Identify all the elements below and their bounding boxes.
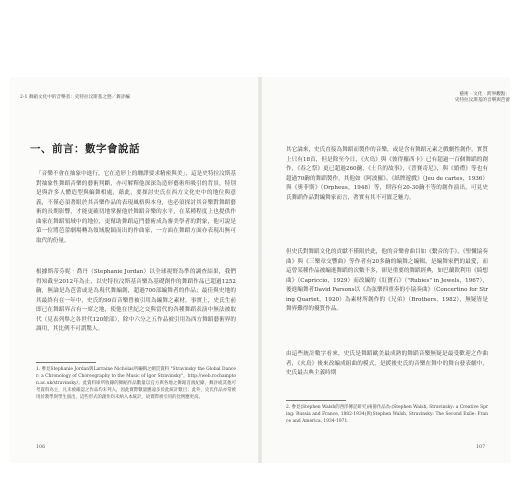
right-paragraph-3: 由這些統計數字看來，史氏是舞蹈歐美最成熟的舞蹈音樂無疑是最受歡迎之作曲者，《火鳥》後來改編成組曲的模式，是緩後史氏的音樂在舞中的舞台發表劇中，史氏最古典主義時期 bbox=[286, 351, 488, 376]
right-paragraph-1: 其它論來，史氏直接為舞蹈而製作的音樂，或是含有舞蹈元素之戲劇性創作，實質上只有18首，但是除至今日，《火鳥》與《彼得羅西卡》已有超過一百個舞蹈的創作，《春之祭》更已超過260齣，《士兵的故事》，《普賽奇尼》，與《婚禮》等也有超過70齣的舞蹈製作，其他如《阿波羅》、《紙牌遊戲》（Jeu de cartes，1936）與《奧菲斯》（Orpheus，1948）等，則容有20-30齣不等的創作演出，可見史氏舞蹈作品對編舞家而言，著實有其不可匱乏魅力。 bbox=[286, 147, 488, 201]
left-footnote-rule bbox=[36, 362, 96, 363]
left-paragraph-1: 「音樂不會在抽象中進行，它在造形上的纏譯要求精密與美」，這是史特拉汶斯基對抽象性舞蹈音樂的藝術判斷，亦可解釋他深深為造形藝術所吸引的背景，特別是與許多人體造型與編舞相處，藉此，要探討史氏在西方文化史中的地位與意義，不僅必須著眼於其音樂作品的表現風格與本身，也必須探討其音樂對舞蹈藝術的長期影響，才能更確切地掌握他於舞蹈音樂的水平，在某種程度上也提供作曲家在舞蹈領域中的地位，更幫助舞蹈這門藝術成為審美學者的對象，他可說是第一位將芭蕾劇場轉為領域脫穎而出的作曲家，一方面在舞蹈方面亦表現出無可取代的份量。 bbox=[36, 171, 236, 244]
right-running-head-line-2: 史特拉汶斯基的音樂與芭蕾 bbox=[454, 98, 510, 103]
right-paragraph-2: 但史氏對舞蹈文化的貢獻不僅限於此，他的音樂會曲目如《繫音的手》、《聖懺協奏曲》與《三樂章交響曲》等作者有20多齣的編舞之編輯，是編舞家們的最愛，而這曾某種作品被編進舞蹈的次數不多，卻是重要的舞蹈經典，如巴蘭欽利用《綺想曲》（Capriccio，1929）而改編的《紅寶石》（"Rubies" in Jewels，1967），後進編舞者David Parsons以《為弦樂四重奏的小協奏曲》（Concertino for String Quartet，1920）為素材所創作的《兄弟》（Brothers，1982），無疑皆是舞界難得的優質作品。 bbox=[286, 249, 488, 312]
right-running-head bbox=[455, 92, 510, 104]
right-running-head-line-1: 藝術‧文化‧跨界觀點： bbox=[459, 92, 510, 97]
right-footnote-rule bbox=[286, 400, 346, 401]
left-footnote: 1. 參見Stephanie Jordan與Larraine Nicholas所編輯之網頁資料 "Stravinsky the Global Dancer: a Chronology of Choreography to the Music of Igor Stravinsky"，http://web.rochampton.ac.uk/stravinsky/。此資料庫所收錄的舞蹈作品數量以官方與各地之舞蹈首演紀錄、舞評或其他可考資料為主，凡未被確認之作品均未列入，因此實際數量應遠多於此統計數目；此外，史氏作品亦常被用於教學與學生演出，這些形式的創作均未納入本統計，故實際被引用的比例應更高。 bbox=[36, 367, 236, 400]
left-running-head: 2-1 舞蹈文化中的音樂者：史特拉汶斯基之戀／舞評編 bbox=[20, 95, 130, 100]
left-page-number: 106 bbox=[36, 445, 46, 450]
section-heading: 一、前言：數字會說話 bbox=[30, 143, 140, 155]
left-paragraph-2: 根據斯蒂芬妮‧喬丹（Stephanie Jordan）以全球視野為準的調查結果，我們得知截至2012年為止，以史特拉汶斯基音樂為基礎創作的舞蹈作品已超過1252齣，無論是為芭蕾或是為現代舞編創，超過700部編舞者的作品；最佳與史地的其最終有在一年中，史氏的99首音樂曾被引用為編舞之素材，事實上，史氏生前即已在舞蹈界占有一席之地，使他在世紀之交與當代的各種舞蹈表演中無法被取代（見表列舉之各世代120餘部），除中六分之五作品被引用為西方舞蹈藝術界的調用，其比例不可謂驚人。 bbox=[36, 269, 236, 332]
right-page-number: 107 bbox=[476, 445, 486, 450]
right-footnote: 2. 參見(Stephen Walsh的西洋傳記研究)兩冊作品為:(Stephen Walsh, Stravinsky: a Creative Spring: Russia and France, 1882-1934)與(Stephen Walsh, Stravinsky: The Second Exile: France and America, 1934-1971. bbox=[286, 405, 488, 424]
